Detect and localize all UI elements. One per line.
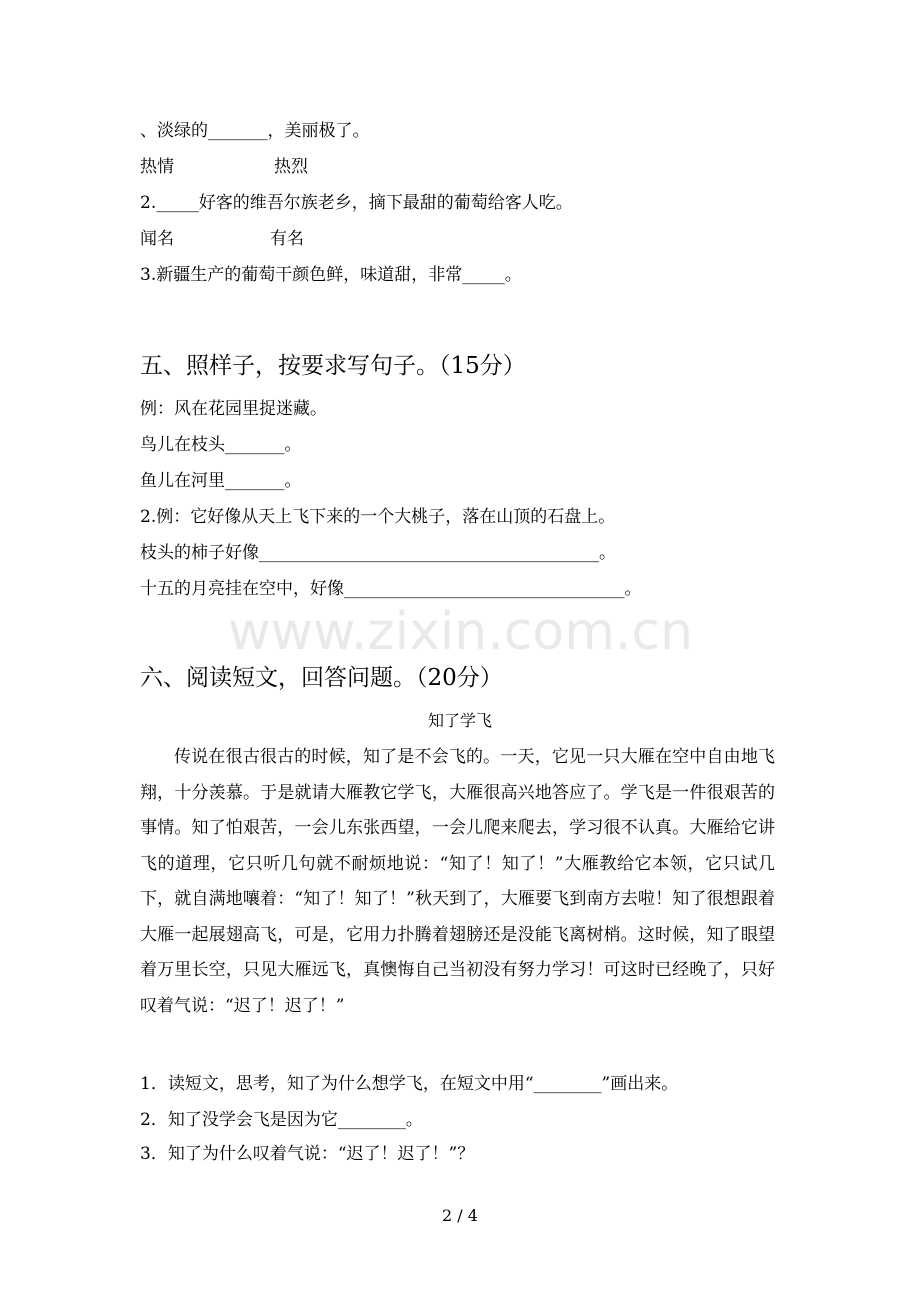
- story-paragraph: 传说在很古很古的时候，知了是不会飞的。一天，它见一只大雁在空中自由地飞翔，十分羡慕。于是就请大雁教它学飞，大雁很高兴地答应了。学飞是一件很艰苦的事情。知了怕艰苦，一会儿东张西望，一会儿爬来爬去，学习很不认真。大雁给它讲飞的道理，它只听几句就不耐烦地说：“知了！知了！”大雁教给它本领，它只试几下，就自满地嚷着：“知了！知了！”秋天到了，大雁要飞到南方去啦！知了很想跟着大雁一起展翅高飞，可是，它用力扑腾着翅膀还是没能飞离树梢。这时候，知了眼望着万里长空，只见大雁远飞，真懊悔自己当初没有努力学习！可这时已经晚了，只好叹着气说：“迟了！迟了！”: [140, 747, 775, 1016]
- option-1a: 热情: [140, 157, 174, 177]
- option-2b: 有名: [270, 229, 304, 249]
- page-number: 2 / 4: [442, 1206, 478, 1225]
- fill-line-3: 3.新疆生产的葡萄干颜色鲜，味道甜，非常_____。: [140, 265, 522, 285]
- watermark: www.zixin.com.cn: [228, 602, 693, 662]
- example-line: 例：风在花园里捉迷藏。: [140, 399, 327, 419]
- question-3: 3．知了为什么叹着气说：“迟了！迟了！”？: [140, 1144, 475, 1164]
- fill-line-2: 2._____好客的维吾尔族老乡，摘下最甜的葡萄给客人吃。: [140, 193, 573, 213]
- section-5-heading: 五、照样子，按要求写句子。（15分）: [140, 353, 526, 379]
- exercise-line: 十五的月亮挂在空中，好像_________________________________。: [140, 579, 642, 599]
- question-1: 1．读短文，思考，知了为什么想学飞，在短文中用“________”画出来。: [140, 1074, 679, 1094]
- exercise-line: 鱼儿在河里_______。: [140, 471, 302, 491]
- section-6-heading: 六、阅读短文，回答问题。（20分）: [140, 665, 503, 691]
- option-1b: 热烈: [274, 157, 308, 177]
- exercise-line: 枝头的柿子好像________________________________________。: [140, 543, 616, 563]
- fill-line-1: 、淡绿的_______，美丽极了。: [140, 121, 370, 141]
- option-2a: 闻名: [140, 229, 174, 249]
- question-2: 2．知了没学会飞是因为它________。: [140, 1110, 423, 1130]
- exercise-line: 鸟儿在枝头_______。: [140, 435, 302, 455]
- example-line: 2.例：它好像从天上飞下来的一个大桃子，落在山顶的石盘上。: [140, 507, 616, 527]
- story-title: 知了学飞: [427, 711, 492, 730]
